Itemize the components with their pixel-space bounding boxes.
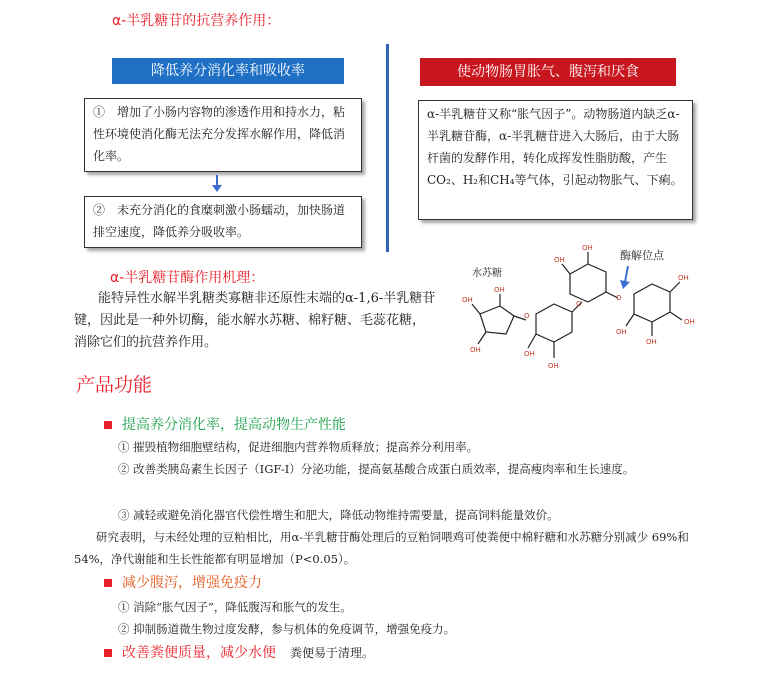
bullet-square-icon	[104, 579, 112, 587]
left-box-1-text: ① 增加了小肠内容物的渗透作用和持水力，粘性环境使消化酶无法充分发挥水解作用，降低消化率。	[93, 105, 346, 163]
svg-text:OH: OH	[646, 338, 657, 346]
function-item-2-2: ② 抑制肠道微生物过度发酵，参与机体的免疫调节，增强免疫力。	[118, 622, 456, 636]
function-item-1-2: ② 改善类胰岛素生长因子（IGF-I）分泌功能，提高氨基酸合成蛋白质效率，提高瘦肉率和生长速度。	[118, 462, 635, 476]
svg-text:O: O	[616, 294, 622, 302]
stachyose-label: 水苏糖	[472, 268, 502, 279]
svg-text:OH: OH	[470, 346, 481, 354]
function-heading-2	[104, 572, 262, 592]
svg-text:OH: OH	[582, 244, 593, 252]
left-box-2-text: ② 未充分消化的食糜刺激小肠蠕动，加快肠道排空速度，降低养分吸收率。	[93, 203, 346, 239]
bullet-square-icon	[104, 649, 112, 657]
stachyose-structure-diagram	[458, 244, 706, 384]
page-header-title: α-半乳糖苷的抗营养作用：	[112, 13, 281, 29]
left-box-2	[84, 196, 362, 248]
oxygen-labels	[524, 294, 622, 320]
cleavage-arrow-icon	[620, 266, 630, 289]
functions-title: 产品功能	[76, 374, 153, 396]
svg-text:O: O	[576, 300, 582, 308]
svg-text:OH: OH	[462, 296, 473, 304]
cleavage-site-label: 酶解位点	[620, 249, 664, 262]
bullet-square-icon	[104, 421, 112, 429]
svg-text:OH: OH	[678, 274, 689, 282]
right-banner: 使动物肠胃胀气、腹泻和厌食	[420, 58, 676, 86]
function-item-2-1: ① 消除“胀气因子”，降低腹泻和胀气的发生。	[118, 600, 352, 614]
right-box	[418, 100, 693, 220]
svg-text:OH: OH	[616, 328, 627, 336]
function-item-1-1: ① 摧毁植物细胞壁结构，促进细胞内营养物质释放；提高养分利用率。	[118, 440, 479, 454]
function-item-1-3: ③ 减轻或避免消化器官代偿性增生和肥大，降低动物维持需要量，提高饲料能量效价。	[118, 508, 559, 522]
svg-text:OH: OH	[684, 318, 695, 326]
function-item-1-research: 研究表明，与未经处理的豆粕相比，用α-半乳糖苷酶处理后的豆粕饲喂鸡可使粪便中棉籽糖和水苏糖分别减少 69%和 54%，净代谢能和生长性能都有明显增加（P<0.05）。	[74, 530, 689, 566]
column-divider	[386, 44, 389, 252]
left-box-1	[84, 98, 362, 172]
left-banner: 降低养分消化率和吸收率	[112, 58, 344, 84]
function-heading-1	[104, 414, 346, 434]
right-box-text: α-半乳糖苷又称“胀气因子”。动物肠道内缺乏α-半乳糖苷酶，α-半乳糖苷进入大肠后，由于大肠杆菌的发酵作用，转化成挥发性脂肪酸，产生 CO₂、H₂和CH₄等气体，引起动物胀气、下痢。	[427, 107, 683, 187]
function-heading-3	[104, 642, 374, 662]
function-heading-3-tail: 粪便易于清理。	[290, 646, 375, 660]
mechanism-body: 能特异性水解半乳糖类寡糖非还原性末端的α-1,6-半乳糖苷键，因此是一种外切酶，能水解水苏糖、棉籽糖、毛蕊花糖，消除它们的抗营养作用。	[74, 291, 436, 350]
svg-text:O: O	[524, 312, 530, 320]
down-arrow-icon	[211, 175, 223, 193]
svg-text:OH: OH	[548, 362, 559, 370]
svg-text:OH: OH	[554, 256, 565, 264]
svg-text:OH: OH	[494, 286, 505, 294]
mechanism-title: α-半乳糖苷酶作用机理：	[110, 270, 265, 286]
function-heading-2-text: 减少腹泻，增强免疫力	[122, 575, 262, 591]
function-heading-3-text: 改善粪便质量，减少水便	[122, 645, 276, 661]
function-heading-1-text: 提高养分消化率，提高动物生产性能	[122, 417, 346, 433]
svg-text:OH: OH	[524, 350, 535, 358]
